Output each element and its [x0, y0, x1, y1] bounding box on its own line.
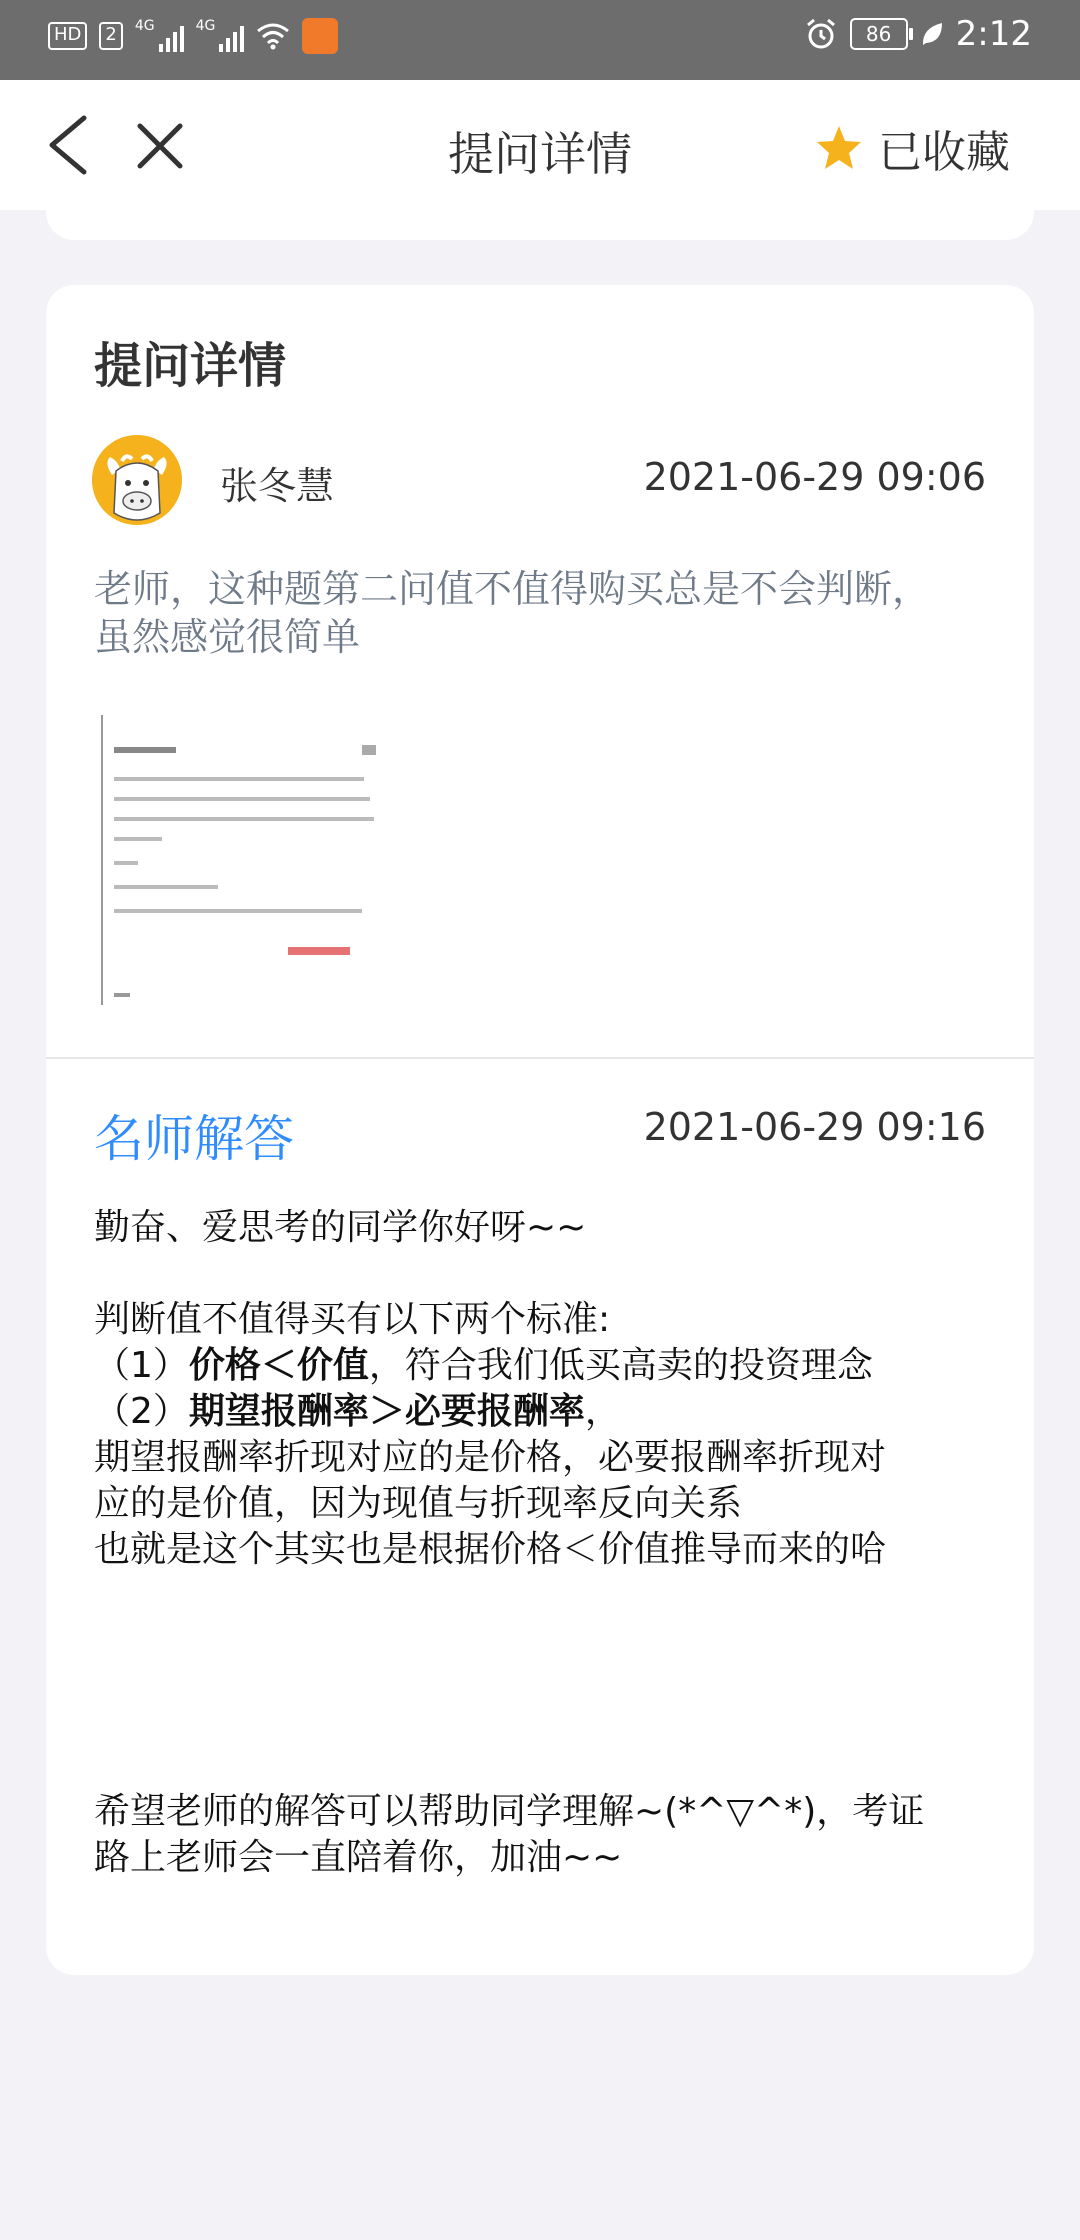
previous-card-edge	[46, 210, 1034, 240]
answer-intro: 判断值不值得买有以下两个标准:	[94, 1299, 611, 1340]
answer-greeting: 勤奋、爱思考的同学你好呀~~	[94, 1207, 587, 1248]
question-text	[94, 565, 994, 661]
question-line: 虽然感觉很简单	[94, 615, 361, 659]
network-type-2: 4G	[195, 18, 216, 34]
nav-bar	[0, 80, 1080, 210]
criterion-1	[94, 1343, 994, 1389]
favorite-button[interactable]	[814, 116, 1010, 180]
criterion-1-rest: ，符合我们低买高卖的投资理念	[368, 1345, 873, 1386]
divider	[46, 1057, 1034, 1059]
network-type-1: 4G	[134, 18, 155, 34]
alarm-icon	[804, 17, 838, 51]
signal-icon	[159, 20, 184, 52]
question-line: 老师，这种题第二问值不值得购买总是不会判断，	[94, 567, 931, 611]
asker-name: 张冬慧	[220, 464, 335, 508]
wifi-icon	[256, 22, 290, 50]
page-title: 提问详情	[448, 127, 632, 181]
criterion-2-prefix: （2）	[94, 1391, 189, 1432]
criterion-2-rest: ，	[584, 1391, 621, 1432]
status-right	[804, 14, 1032, 54]
signal-icon	[219, 20, 244, 52]
leaf-icon	[920, 20, 944, 48]
answer-closing: 路上老师会一直陪着你，加油~~	[94, 1837, 623, 1878]
criterion-1-prefix: （1）	[94, 1345, 189, 1386]
answer-body	[94, 1205, 994, 1881]
sim-badge: 2	[99, 22, 122, 50]
answer-line: 应的是价值，因为现值与折现率反向关系	[94, 1483, 743, 1524]
answer-timestamp: 2021-06-29 09:16	[643, 1105, 986, 1149]
star-icon	[814, 123, 864, 173]
favorite-label: 已收藏	[878, 127, 1010, 178]
cow-avatar-icon	[92, 435, 182, 525]
criterion-2	[94, 1389, 994, 1435]
question-section-title: 提问详情	[94, 338, 287, 394]
clock: 2:12	[955, 14, 1032, 54]
question-attachment-image[interactable]	[98, 715, 388, 1005]
status-bar	[0, 0, 1080, 80]
hd-badge: HD	[48, 22, 87, 50]
answer-closing: 希望老师的解答可以帮助同学理解~(*^▽^*)，考证	[94, 1791, 925, 1832]
app-notification-icon	[302, 18, 338, 54]
status-left	[48, 18, 338, 54]
answer-line: 也就是这个其实也是根据价格＜价值推导而来的哈	[94, 1529, 887, 1570]
qa-card	[46, 285, 1034, 1975]
question-timestamp: 2021-06-29 09:06	[643, 455, 986, 499]
criterion-2-bold: 期望报酬率＞必要报酬率	[188, 1391, 585, 1432]
criterion-1-bold: 价格＜价值	[188, 1345, 369, 1386]
answer-section-title: 名师解答	[94, 1110, 294, 1168]
battery-indicator: 86	[850, 18, 908, 50]
avatar[interactable]	[92, 435, 182, 525]
answer-line: 期望报酬率折现对应的是价格，必要报酬率折现对	[94, 1437, 887, 1478]
